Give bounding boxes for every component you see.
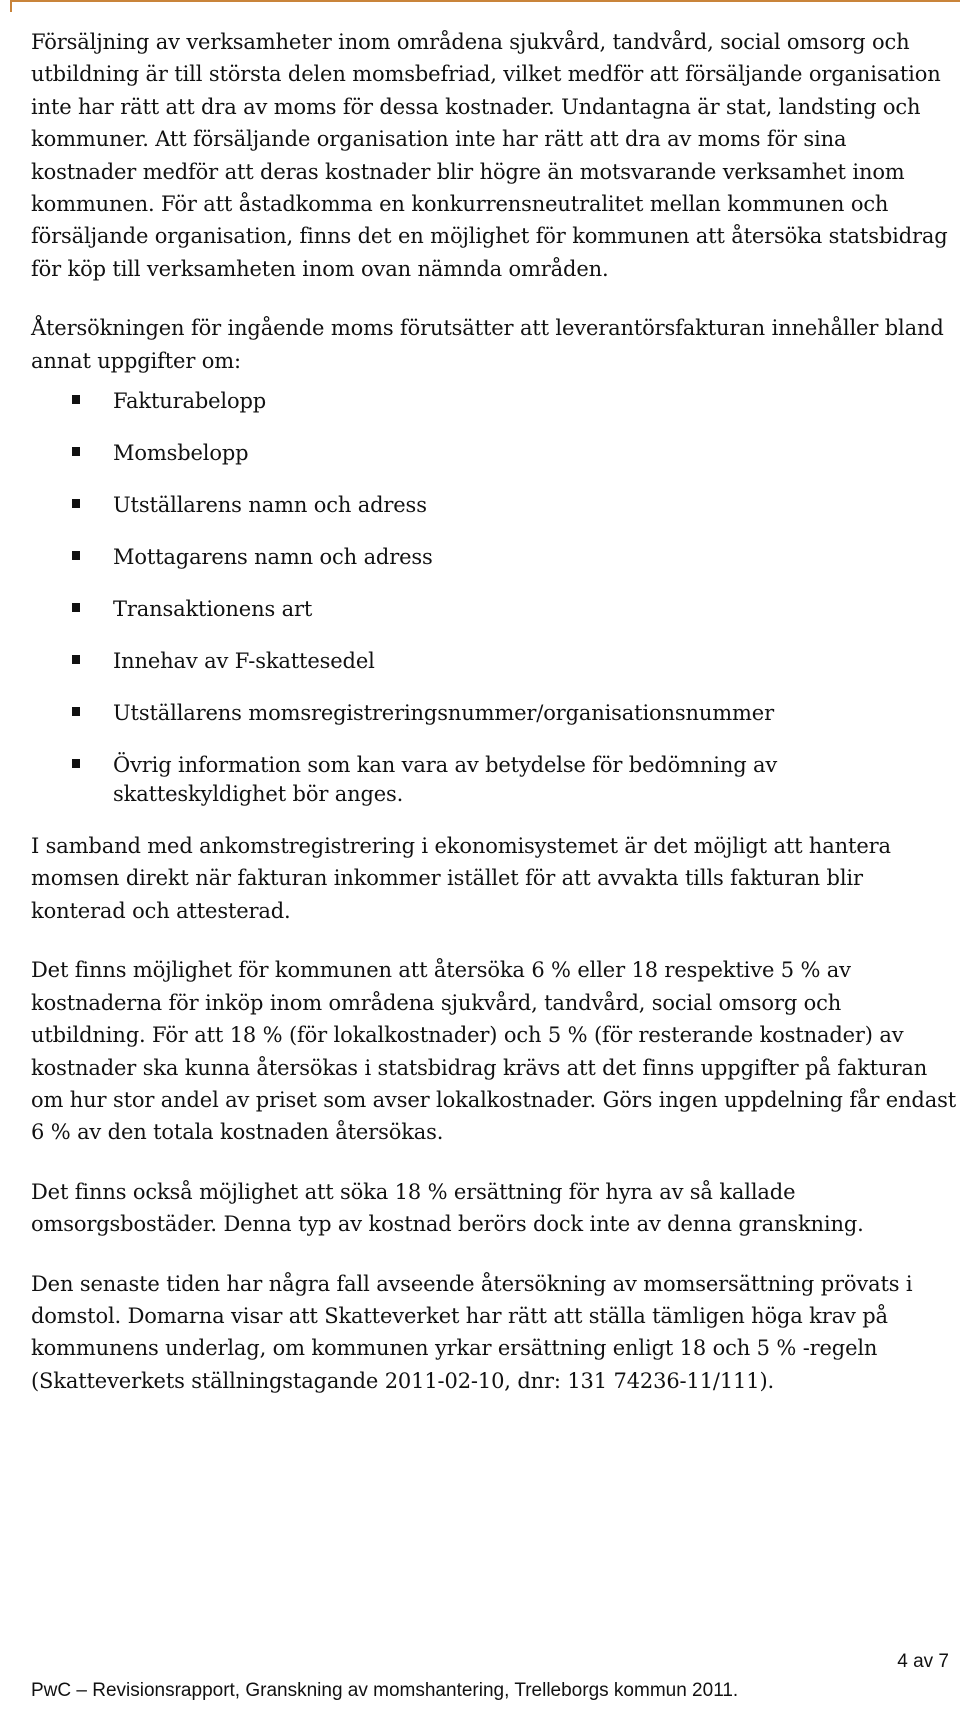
paragraph-housing: Det finns också möjlighet att söka 18 % ersättning för hyra av så kallade omsorgsbostäder. Denna typ av kostnad berörs dock inte av denna granskning. bbox=[31, 1179, 864, 1237]
list-item-text: Transaktionens art bbox=[113, 597, 313, 622]
list-item bbox=[31, 595, 956, 624]
paragraph-registration: I samband med ankomstregistrering i ekonomisystemet är det möjligt att hantera momsen direkt när fakturan inkommer istället för att avvakta tills fakturan blir konterad och attesterad. bbox=[31, 834, 891, 923]
page-number: 4 av 7 bbox=[897, 1651, 949, 1672]
square-bullet-icon bbox=[72, 759, 80, 768]
page-corner-mark bbox=[10, 0, 960, 12]
list-item bbox=[31, 439, 956, 468]
square-bullet-icon bbox=[72, 707, 80, 716]
list-item bbox=[31, 751, 956, 808]
document-body bbox=[31, 26, 956, 1424]
list-item bbox=[31, 387, 956, 416]
paragraph-court-cases: Den senaste tiden har några fall avseende återsökning av momsersättning prövats i domstol. Domarna visar att Skatteverket har rätt att ställa tämligen höga krav på kommunens underlag, om kommunen yrkar ersättning enligt 18 och 5 % -regeln (Skatteverkets ställningstagande 2011-02-10, dnr: 131 74236-11/111). bbox=[31, 1271, 913, 1393]
page-footer: PwC – Revisionsrapport, Granskning av momshantering, Trelleborgs kommun 2011. bbox=[31, 1680, 739, 1701]
requirements-list bbox=[31, 387, 956, 808]
list-item-text: Övrig information som kan vara av betydelse för bedömning av skatteskyldighet bör anges. bbox=[113, 753, 778, 806]
list-item bbox=[31, 543, 956, 572]
square-bullet-icon bbox=[72, 655, 80, 664]
paragraph-reclaim-rates: Det finns möjlighet för kommunen att återsöka 6 % eller 18 respektive 5 % av kostnaderna för inköp inom områdena sjukvård, tandvård, social omsorg och utbildning. För att 18 % (för lokalkostnader) och 5 % (för resterande kostnader) av kostnader ska kunna återsökas i statsbidrag krävs att det finns uppgifter på fakturan om hur stor andel av priset som avser lokalkostnader. Görs ingen uppdelning får endast 6 % av den totala kostnaden återsökas. bbox=[31, 958, 957, 1145]
list-item-text: Momsbelopp bbox=[113, 441, 249, 466]
list-item bbox=[31, 699, 956, 728]
list-item-text: Mottagarens namn och adress bbox=[113, 545, 433, 570]
list-item-text: Utställarens namn och adress bbox=[113, 493, 427, 518]
list-item bbox=[31, 491, 956, 520]
list-item-text: Fakturabelopp bbox=[113, 389, 267, 414]
list-item-text: Innehav av F-skattesedel bbox=[113, 649, 375, 674]
square-bullet-icon bbox=[72, 395, 80, 404]
square-bullet-icon bbox=[72, 447, 80, 456]
square-bullet-icon bbox=[72, 603, 80, 612]
square-bullet-icon bbox=[72, 551, 80, 560]
paragraph-requirements: Återsökningen för ingående moms förutsätter att leverantörsfakturan innehåller bland annat uppgifter om: bbox=[31, 316, 944, 373]
square-bullet-icon bbox=[72, 499, 80, 508]
list-item-text: Utställarens momsregistreringsnummer/organisationsnummer bbox=[113, 701, 774, 726]
list-item bbox=[31, 647, 956, 676]
paragraph-intro: Försäljning av verksamheter inom områdena sjukvård, tandvård, social omsorg och utbildning är till största delen momsbefriad, vilket medför att försäljande organisation inte har rätt att dra av moms för dessa kostnader. Undantagna är stat, landsting och kommuner. Att försäljande organisation inte har rätt att dra av moms för sina kostnader medför att deras kostnader blir högre än motsvarande verksamhet inom kommunen. För att åstadkomma en konkurrensneutralitet mellan kommunen och försäljande organisation, finns det en möjlighet för kommunen att återsöka statsbidrag för köp till verksamheten inom ovan nämnda områden. bbox=[31, 30, 948, 281]
